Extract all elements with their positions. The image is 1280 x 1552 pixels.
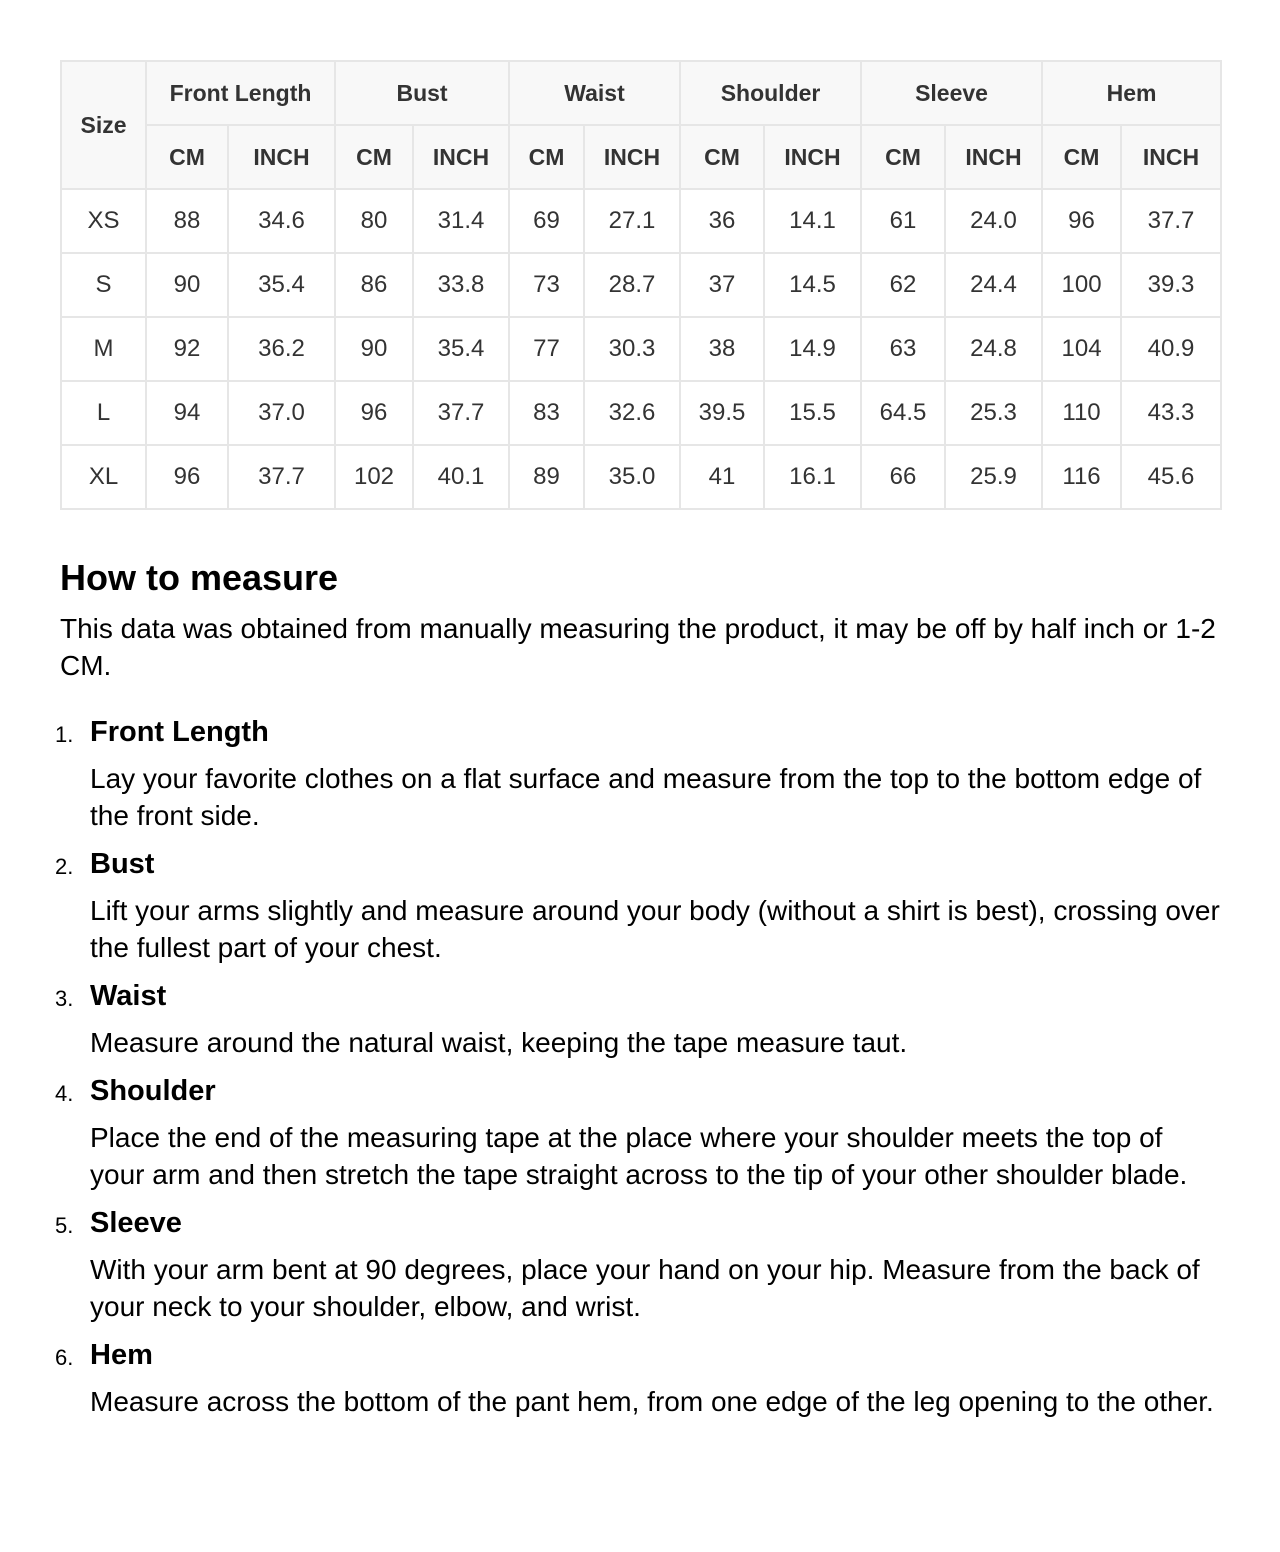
unit-header-inch: INCH [1121,125,1221,189]
table-cell: 36 [680,189,764,253]
list-item [55,714,1220,834]
table-cell: 90 [146,253,228,317]
table-cell: 14.1 [764,189,861,253]
group-header-bust: Bust [335,61,509,125]
list-item [55,846,1220,966]
table-cell: 61 [861,189,945,253]
unit-header-inch: INCH [228,125,335,189]
table-cell: 36.2 [228,317,335,381]
table-cell: 30.3 [584,317,680,381]
size-chart-table [60,60,1222,510]
section-title: How to measure [60,557,339,598]
size-label-cell: S [61,253,146,317]
table-row [61,189,1221,253]
step-title: Front Length [90,716,269,748]
table-cell: 73 [509,253,584,317]
table-cell: 24.4 [945,253,1042,317]
size-label-cell: XL [61,445,146,509]
table-cell: 80 [335,189,413,253]
table-cell: 45.6 [1121,445,1221,509]
table-cell: 94 [146,381,228,445]
size-chart-body [61,189,1221,509]
table-row [61,445,1221,509]
group-header-front-length: Front Length [146,61,335,125]
table-cell: 63 [861,317,945,381]
table-cell: 64.5 [861,381,945,445]
step-description: Measure around the natural waist, keeping the tape measure taut. [90,1027,908,1058]
unit-header-inch: INCH [584,125,680,189]
table-cell: 86 [335,253,413,317]
table-cell: 37 [680,253,764,317]
table-cell: 69 [509,189,584,253]
list-item [55,1073,1220,1193]
table-cell: 38 [680,317,764,381]
table-cell: 24.8 [945,317,1042,381]
table-cell: 39.5 [680,381,764,445]
size-label-cell: L [61,381,146,445]
unit-header-inch: INCH [764,125,861,189]
table-cell: 37.7 [413,381,509,445]
table-cell: 35.0 [584,445,680,509]
table-cell: 35.4 [228,253,335,317]
list-item [55,978,1220,1061]
step-title: Sleeve [90,1207,182,1239]
table-cell: 83 [509,381,584,445]
step-description: Measure across the bottom of the pant hem, from one edge of the leg opening to the other. [90,1386,1214,1417]
table-cell: 25.3 [945,381,1042,445]
unit-header-inch: INCH [413,125,509,189]
group-header-waist: Waist [509,61,680,125]
table-cell: 28.7 [584,253,680,317]
unit-header-inch: INCH [945,125,1042,189]
unit-header-cm: CM [1042,125,1121,189]
list-item [55,1337,1220,1420]
table-cell: 90 [335,317,413,381]
table-cell: 66 [861,445,945,509]
table-cell: 33.8 [413,253,509,317]
intro-text: This data was obtained from manually measuring the product, it may be off by half inch or 1-2 CM. [60,613,1216,681]
table-cell: 41 [680,445,764,509]
table-cell: 102 [335,445,413,509]
group-header-shoulder: Shoulder [680,61,861,125]
table-cell: 35.4 [413,317,509,381]
unit-header-cm: CM [509,125,584,189]
table-row [61,317,1221,381]
size-label-cell: M [61,317,146,381]
table-cell: 16.1 [764,445,861,509]
step-description: Lay your favorite clothes on a flat surface and measure from the top to the bottom edge of the front side. [90,763,1202,831]
table-cell: 40.9 [1121,317,1221,381]
table-row [61,253,1221,317]
unit-header-cm: CM [861,125,945,189]
table-cell: 25.9 [945,445,1042,509]
step-title: Hem [90,1339,153,1371]
table-cell: 88 [146,189,228,253]
table-cell: 37.7 [228,445,335,509]
table-cell: 116 [1042,445,1121,509]
table-cell: 77 [509,317,584,381]
list-item [55,1205,1220,1325]
step-description: Lift your arms slightly and measure around your body (without a shirt is best), crossing over the fullest part of your chest. [90,895,1220,963]
group-header-hem: Hem [1042,61,1221,125]
table-cell: 96 [146,445,228,509]
table-cell: 39.3 [1121,253,1221,317]
unit-header-cm: CM [146,125,228,189]
how-to-measure-section [55,556,1220,1432]
table-cell: 34.6 [228,189,335,253]
step-title: Waist [90,980,167,1012]
step-title: Bust [90,848,155,880]
table-cell: 100 [1042,253,1121,317]
table-cell: 37.7 [1121,189,1221,253]
table-cell: 32.6 [584,381,680,445]
step-number: 1. [55,722,74,747]
table-cell: 92 [146,317,228,381]
measure-steps-list [55,714,1220,1420]
table-cell: 110 [1042,381,1121,445]
table-cell: 96 [335,381,413,445]
step-number: 6. [55,1345,74,1370]
size-column-header: Size [61,61,146,189]
table-cell: 89 [509,445,584,509]
step-description: With your arm bent at 90 degrees, place your hand on your hip. Measure from the back of your neck to your shoulder, elbow, and wrist. [90,1254,1200,1322]
unit-header-cm: CM [335,125,413,189]
step-number: 2. [55,854,74,879]
table-cell: 43.3 [1121,381,1221,445]
table-cell: 27.1 [584,189,680,253]
table-cell: 14.9 [764,317,861,381]
step-number: 3. [55,986,74,1011]
unit-header-cm: CM [680,125,764,189]
unit-header-row [61,125,1221,189]
table-cell: 15.5 [764,381,861,445]
size-chart-header [61,61,1221,189]
table-cell: 40.1 [413,445,509,509]
step-title: Shoulder [90,1075,216,1107]
table-cell: 24.0 [945,189,1042,253]
group-header-sleeve: Sleeve [861,61,1042,125]
table-cell: 96 [1042,189,1121,253]
table-cell: 62 [861,253,945,317]
step-number: 5. [55,1213,74,1238]
size-label-cell: XS [61,189,146,253]
table-row [61,381,1221,445]
group-header-row [61,61,1221,125]
table-cell: 104 [1042,317,1121,381]
table-cell: 31.4 [413,189,509,253]
table-cell: 14.5 [764,253,861,317]
step-number: 4. [55,1081,74,1106]
step-description: Place the end of the measuring tape at the place where your shoulder meets the top of your arm and then stretch the tape straight across to the tip of your other shoulder blade. [90,1122,1188,1190]
table-cell: 37.0 [228,381,335,445]
